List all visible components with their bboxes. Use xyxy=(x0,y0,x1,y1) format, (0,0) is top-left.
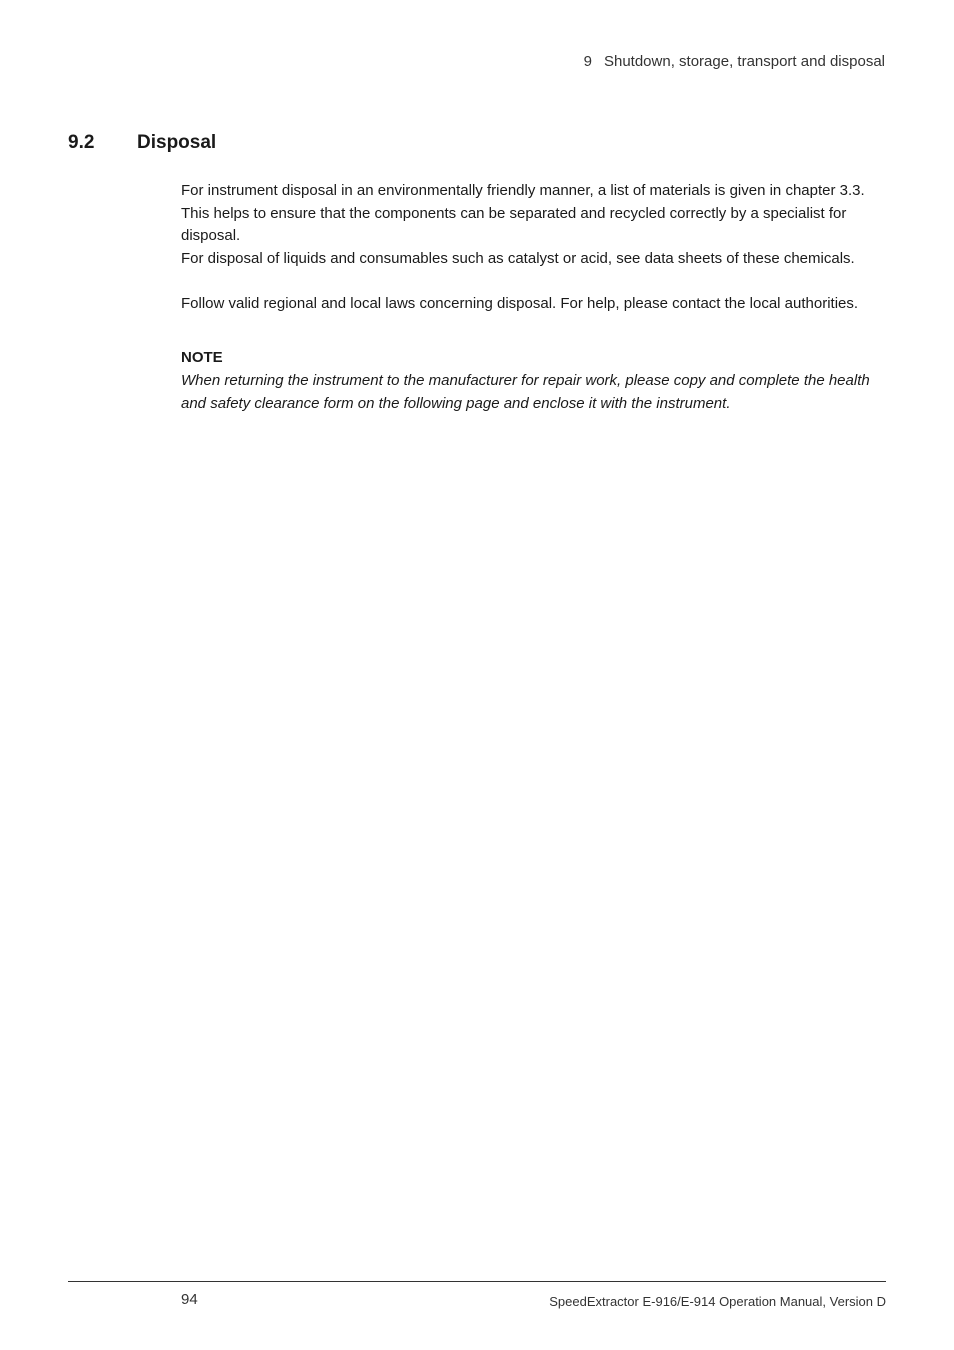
paragraph-spacer xyxy=(181,270,891,293)
footer-divider xyxy=(68,1281,886,1282)
section-number: 9.2 xyxy=(68,132,95,153)
page-number: 94 xyxy=(181,1291,198,1308)
section-title: Disposal xyxy=(137,132,217,153)
footer-document-title: SpeedExtractor E-916/E-914 Operation Manual, Version D xyxy=(549,1294,886,1309)
paragraph-liquids-consumables: For disposal of liquids and consumables such as catalyst or acid, see data sheets of these chemicals. xyxy=(181,249,855,267)
note-text: When returning the instrument to the manufacturer for repair work, please copy and complete the health and safety clearance form on the following page and enclose it with the instrument. xyxy=(181,372,870,412)
paragraph-materials-list: For instrument disposal in an environmentally friendly manner, a list of materials is given in chapter 3.3. This helps to ensure that the components can be separated and recycled correctly by a specialist for disposal. xyxy=(181,182,865,244)
note-title: NOTE xyxy=(181,349,223,366)
header-chapter-number: 9 xyxy=(583,53,592,70)
header-chapter-title: Shutdown, storage, transport and disposal xyxy=(603,53,885,70)
note-block xyxy=(181,346,881,415)
running-header xyxy=(584,53,885,70)
paragraph-regional-laws: Follow valid regional and local laws concerning disposal. For help, please contact the local authorities. xyxy=(181,294,859,312)
section-heading xyxy=(68,132,216,154)
body-text xyxy=(181,180,891,315)
